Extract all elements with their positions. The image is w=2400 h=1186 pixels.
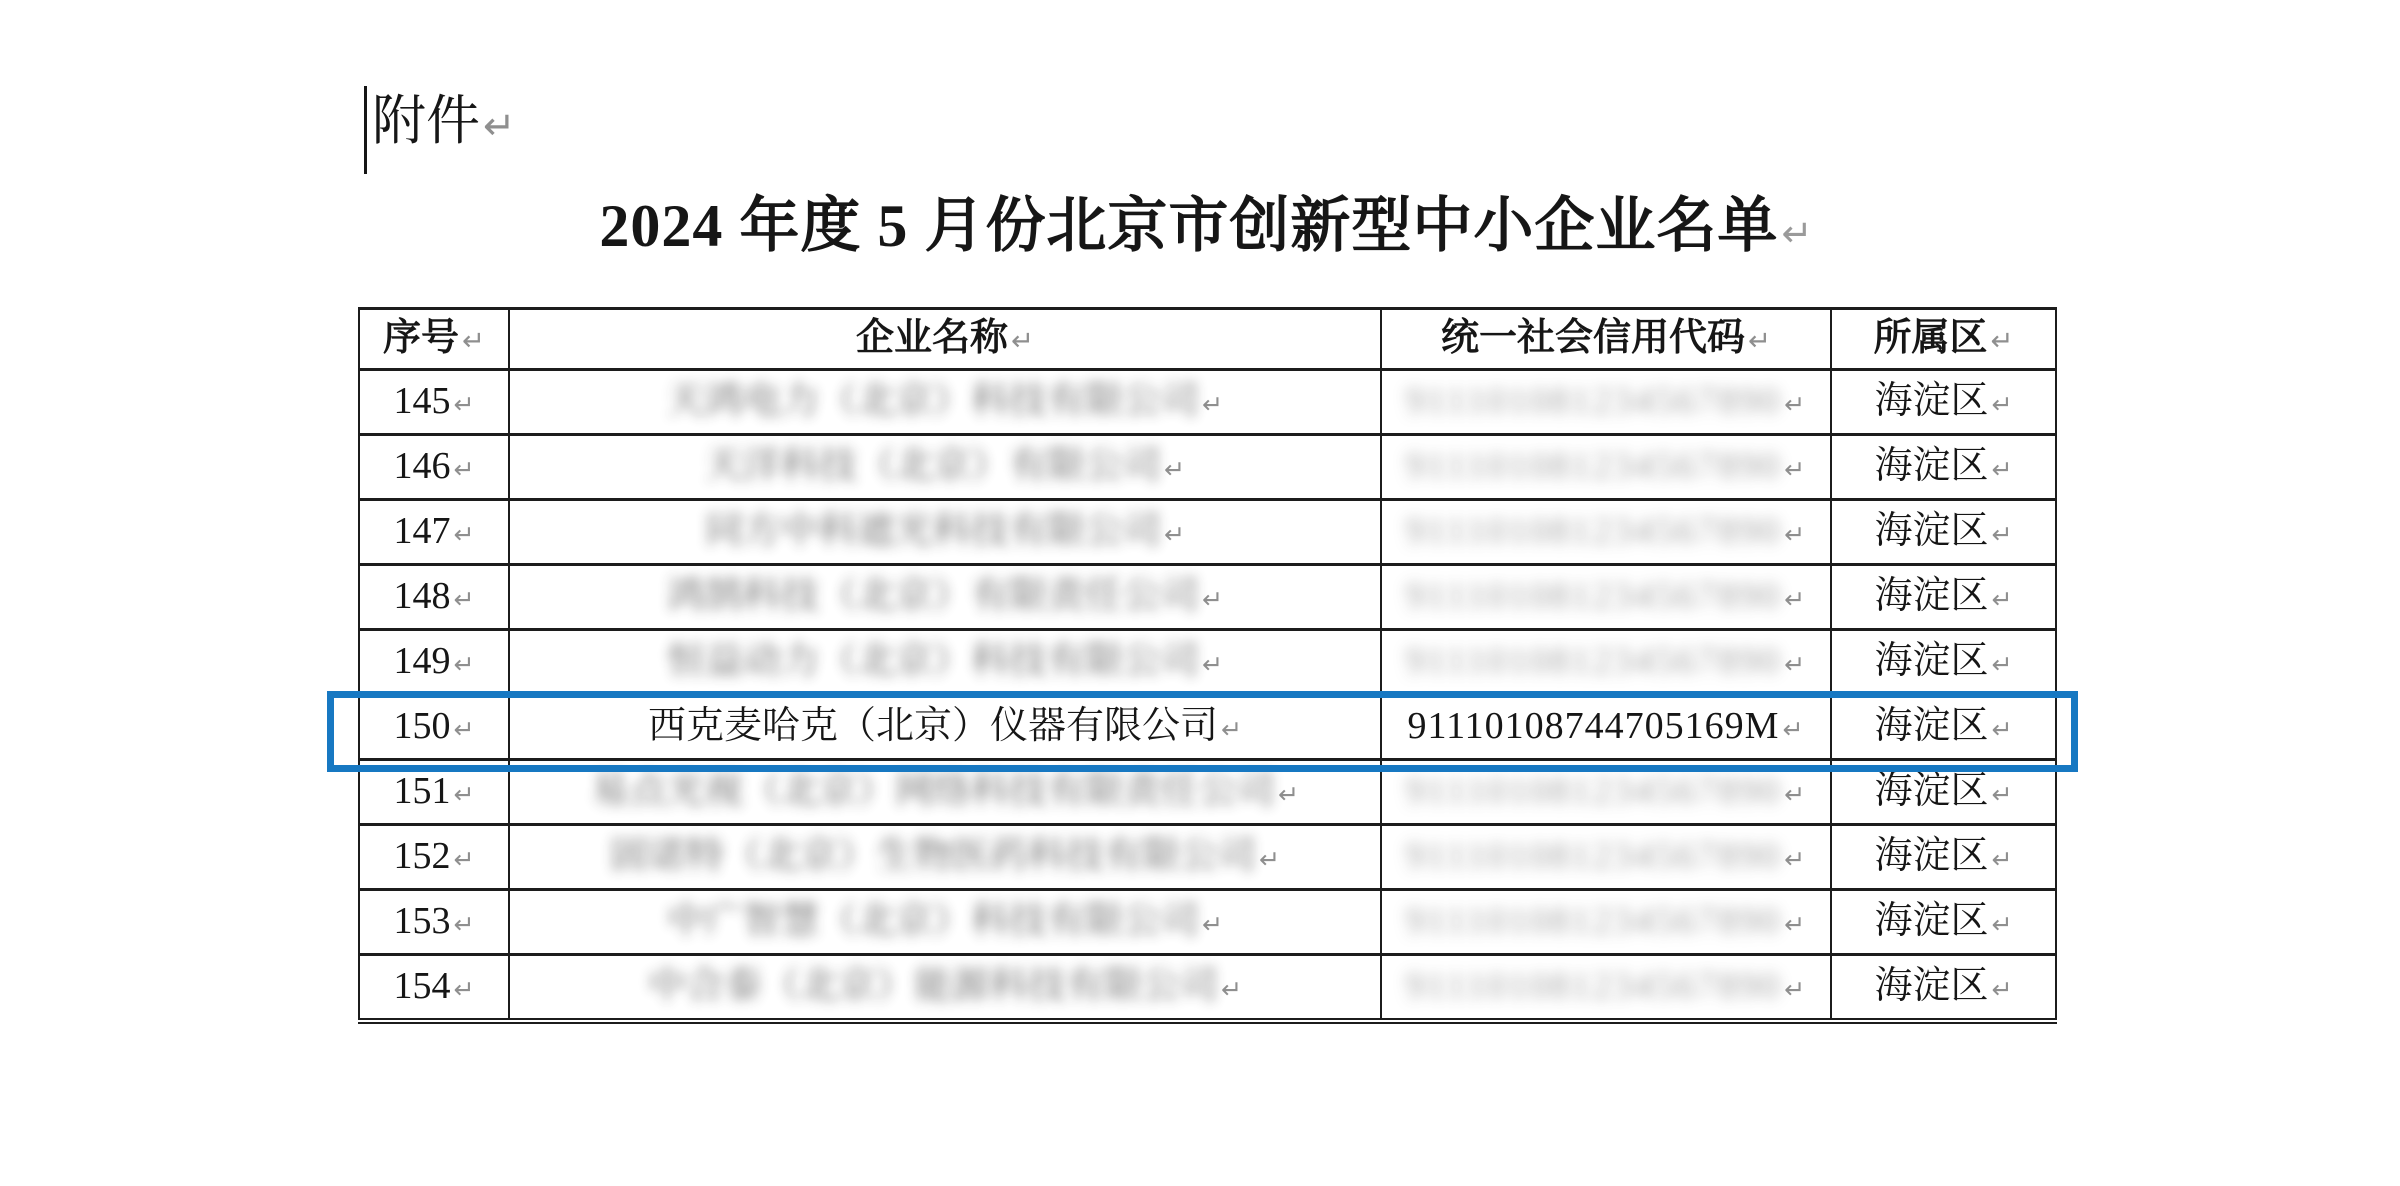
credit-code: 911101081234567890 — [1405, 770, 1782, 813]
row-number: 146 — [393, 445, 451, 488]
district-cell — [1831, 890, 2056, 955]
return-mark-icon: ↵ — [1991, 390, 2013, 420]
credit-code: 911101081234567890 — [1405, 835, 1782, 878]
row-number-cell — [359, 565, 509, 630]
return-mark-icon: ↵ — [1259, 845, 1281, 875]
return-mark-icon: ↵ — [1990, 326, 2014, 358]
return-mark-icon: ↵ — [453, 455, 475, 485]
return-mark-icon: ↵ — [453, 520, 475, 550]
return-mark-icon: ↵ — [1991, 520, 2013, 550]
district: 海淀区 — [1874, 900, 1989, 943]
district-cell — [1831, 565, 2056, 630]
return-mark-icon: ↵ — [483, 104, 516, 149]
return-mark-icon: ↵ — [1784, 910, 1807, 940]
return-mark-icon: ↵ — [453, 910, 475, 940]
district-cell — [1831, 370, 2056, 435]
return-mark-icon: ↵ — [1202, 390, 1224, 420]
return-mark-icon: ↵ — [1991, 845, 2013, 875]
table-row — [359, 500, 2056, 565]
return-mark-icon: ↵ — [1748, 326, 1771, 358]
company-name-cell — [509, 890, 1381, 955]
credit-code-cell — [1381, 370, 1831, 435]
row-number: 149 — [393, 640, 451, 683]
district: 海淀区 — [1874, 640, 1989, 683]
return-mark-icon: ↵ — [1278, 780, 1300, 810]
row-number-cell — [359, 630, 509, 695]
district: 海淀区 — [1874, 965, 1989, 1008]
return-mark-icon: ↵ — [453, 650, 475, 680]
return-mark-icon: ↵ — [453, 780, 475, 810]
table-header — [359, 309, 2056, 370]
district: 海淀区 — [1874, 380, 1989, 423]
company-name-cell — [509, 565, 1381, 630]
table-row — [359, 630, 2056, 695]
return-mark-icon: ↵ — [1991, 780, 2013, 810]
district-cell — [1831, 500, 2056, 565]
return-mark-icon: ↵ — [1781, 211, 1814, 255]
return-mark-icon: ↵ — [1991, 910, 2013, 940]
company-name-cell — [509, 955, 1381, 1022]
district-cell — [1831, 435, 2056, 500]
table-row — [359, 565, 2056, 630]
credit-code-cell — [1381, 890, 1831, 955]
return-mark-icon: ↵ — [1991, 585, 2013, 615]
district: 海淀区 — [1874, 705, 1989, 748]
credit-code-cell — [1381, 630, 1831, 695]
company-name-cell — [509, 825, 1381, 890]
page-title — [358, 192, 2055, 261]
credit-code: 911101081234567890 — [1405, 900, 1782, 943]
row-number: 154 — [393, 965, 451, 1008]
return-mark-icon: ↵ — [1784, 585, 1807, 615]
header-cell-district — [1831, 309, 2056, 370]
table-row — [359, 955, 2056, 1022]
row-number-cell — [359, 890, 509, 955]
district: 海淀区 — [1874, 575, 1989, 618]
district-cell — [1831, 760, 2056, 825]
company-name: 中合泰（北京）能源科技有限公司 — [647, 965, 1218, 1008]
row-number: 151 — [393, 770, 451, 813]
company-name: 鸿鹄科技（北京）有限责任公司 — [666, 575, 1199, 618]
district-cell — [1831, 695, 2056, 760]
header-cell-code — [1381, 309, 1831, 370]
return-mark-icon: ↵ — [462, 326, 485, 358]
return-mark-icon: ↵ — [1991, 455, 2013, 485]
row-number-cell — [359, 435, 509, 500]
table-row — [359, 890, 2056, 955]
company-name-cell — [509, 370, 1381, 435]
credit-code-cell — [1381, 565, 1831, 630]
return-mark-icon: ↵ — [1164, 455, 1186, 485]
company-name: 西克麦哈克（北京）仪器有限公司 — [647, 705, 1218, 748]
company-name-cell — [509, 500, 1381, 565]
district: 海淀区 — [1874, 835, 1989, 878]
page-title-text: 2024 年度 5 月份北京市创新型中小企业名单 — [599, 193, 1779, 259]
credit-code: 911101081234567890 — [1405, 575, 1782, 618]
header-label: 序号 — [383, 317, 460, 360]
return-mark-icon: ↵ — [1164, 520, 1186, 550]
return-mark-icon: ↵ — [1784, 780, 1807, 810]
company-name: 天鸿电力（北京）科技有限公司 — [666, 380, 1199, 423]
attachment-text: 附件 — [372, 91, 480, 151]
table-row — [359, 760, 2056, 825]
company-table — [358, 307, 2057, 1024]
return-mark-icon: ↵ — [1784, 975, 1807, 1005]
district-cell — [1831, 630, 2056, 695]
return-mark-icon: ↵ — [1202, 650, 1224, 680]
company-name: 易点光视（北京）网络科技有限责任公司 — [590, 770, 1275, 813]
return-mark-icon: ↵ — [1221, 975, 1243, 1005]
row-number-cell — [359, 695, 509, 760]
row-number: 145 — [393, 380, 451, 423]
row-number: 148 — [393, 575, 451, 618]
row-number-cell — [359, 825, 509, 890]
credit-code-cell — [1381, 760, 1831, 825]
return-mark-icon: ↵ — [1784, 520, 1807, 550]
header-label: 所属区 — [1873, 317, 1988, 360]
company-name: 恒益动力（北京）科技有限公司 — [666, 640, 1199, 683]
credit-code-cell — [1381, 435, 1831, 500]
credit-code: 91110108744705169M — [1407, 705, 1780, 748]
return-mark-icon: ↵ — [1991, 975, 2013, 1005]
header-label: 企业名称 — [856, 317, 1009, 360]
credit-code: 911101081234567890 — [1405, 640, 1782, 683]
return-mark-icon: ↵ — [453, 845, 475, 875]
header-cell-name — [509, 309, 1381, 370]
return-mark-icon: ↵ — [453, 390, 475, 420]
district-cell — [1831, 955, 2056, 1022]
table-row-highlighted — [359, 695, 2056, 760]
attachment-label — [372, 91, 516, 151]
company-name: 中广智慧（北京）科技有限公司 — [666, 900, 1199, 943]
company-name-cell — [509, 630, 1381, 695]
company-name-cell — [509, 760, 1381, 825]
return-mark-icon: ↵ — [1221, 715, 1243, 745]
credit-code: 911101081234567890 — [1405, 380, 1782, 423]
company-name: 固诺特（北京）生物医药科技有限公司 — [609, 835, 1256, 878]
row-number: 153 — [393, 900, 451, 943]
credit-code-cell — [1381, 695, 1831, 760]
company-name: 天洋科技（北京）有限公司 — [704, 445, 1161, 488]
table-row — [359, 370, 2056, 435]
row-number-cell — [359, 955, 509, 1022]
row-number-cell — [359, 370, 509, 435]
company-name-cell — [509, 695, 1381, 760]
header-row — [359, 309, 2056, 370]
return-mark-icon: ↵ — [453, 975, 475, 1005]
header-label: 统一社会信用代码 — [1441, 317, 1746, 360]
credit-code: 911101081234567890 — [1405, 510, 1782, 553]
district: 海淀区 — [1874, 445, 1989, 488]
return-mark-icon: ↵ — [1784, 455, 1807, 485]
row-number: 147 — [393, 510, 451, 553]
return-mark-icon: ↵ — [1782, 715, 1805, 745]
row-number-cell — [359, 500, 509, 565]
credit-code-cell — [1381, 955, 1831, 1022]
district: 海淀区 — [1874, 510, 1989, 553]
return-mark-icon: ↵ — [1202, 910, 1224, 940]
district: 海淀区 — [1874, 770, 1989, 813]
return-mark-icon: ↵ — [1784, 845, 1807, 875]
row-number: 150 — [393, 705, 451, 748]
company-name-cell — [509, 435, 1381, 500]
table-row — [359, 435, 2056, 500]
return-mark-icon: ↵ — [1991, 715, 2013, 745]
return-mark-icon: ↵ — [453, 715, 475, 745]
row-number: 152 — [393, 835, 451, 878]
return-mark-icon: ↵ — [1011, 326, 1034, 358]
credit-code-cell — [1381, 500, 1831, 565]
return-mark-icon: ↵ — [1991, 650, 2013, 680]
table-body — [359, 370, 2056, 1022]
header-cell-no — [359, 309, 509, 370]
company-name: 同方中科遮光科技有限公司 — [704, 510, 1161, 553]
row-number-cell — [359, 760, 509, 825]
return-mark-icon: ↵ — [1202, 585, 1224, 615]
credit-code: 911101081234567890 — [1405, 965, 1782, 1008]
district-cell — [1831, 825, 2056, 890]
credit-code: 911101081234567890 — [1405, 445, 1782, 488]
text-cursor — [364, 86, 367, 174]
return-mark-icon: ↵ — [453, 585, 475, 615]
table-row — [359, 825, 2056, 890]
return-mark-icon: ↵ — [1784, 650, 1807, 680]
return-mark-icon: ↵ — [1784, 390, 1807, 420]
credit-code-cell — [1381, 825, 1831, 890]
